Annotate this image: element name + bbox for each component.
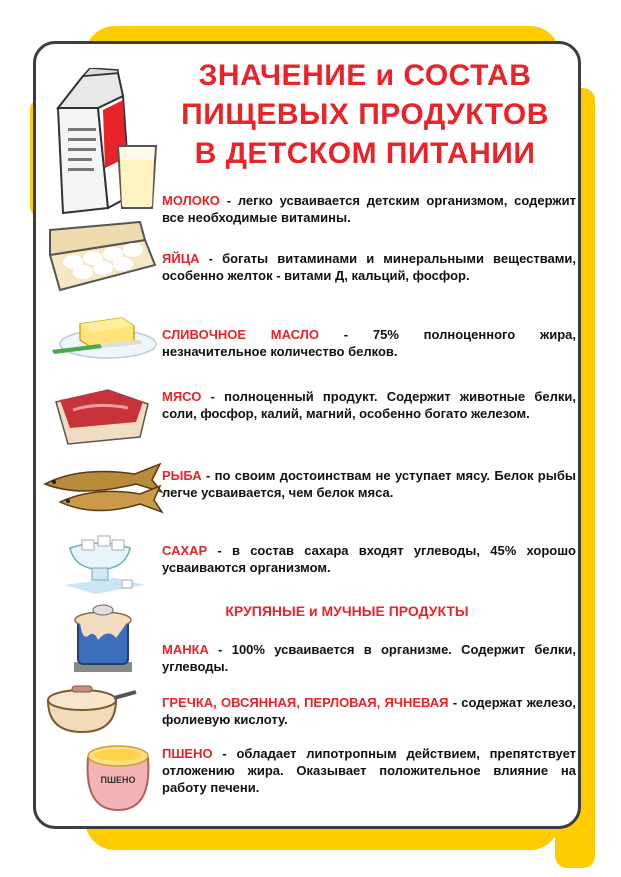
entry-cereals xyxy=(162,694,576,728)
entry-semolina xyxy=(162,641,576,675)
millet-sack-icon xyxy=(82,740,154,812)
entry-meat-text: - полноценный продукт. Содержит животные белки, соли, фосфор, калий, магний, особенно богато железом. xyxy=(162,389,576,421)
entry-cereals-text: - содержат железо, фолиевую кислоту. xyxy=(162,695,576,727)
entry-eggs-text: - богаты витаминами и минеральными веществами, особенно желток - витами Д, кальций, фосфор. xyxy=(162,251,576,283)
entry-sugar xyxy=(162,542,576,576)
entry-semolina-name: МАНКА xyxy=(162,642,209,657)
entry-butter-name: СЛИВОЧНОЕ МАСЛО xyxy=(162,327,319,342)
entry-millet-text: - обладает липотропным действием, препятствует отложению жира. Оказывает положительное влияние на работу печени. xyxy=(162,746,576,795)
entry-eggs-name: ЯЙЦА xyxy=(162,251,200,266)
entry-milk-text: - легко усваивается детским организмом, содержит все необходимые витамины. xyxy=(162,193,576,225)
sack-label: ПШЕНО xyxy=(100,775,136,785)
cooking-pot-icon xyxy=(68,600,138,675)
entry-milk xyxy=(162,192,576,226)
entry-semolina-text: - 100% усваивается в организме. Содержит белки, углеводы. xyxy=(162,642,576,674)
entry-milk-name: МОЛОКО xyxy=(162,193,220,208)
section-heading-grains: КРУПЯНЫЕ и МУЧНЫЕ ПРОДУКТЫ xyxy=(225,603,469,619)
entry-meat-name: МЯСО xyxy=(162,389,202,404)
entry-sugar-text: - в состав сахара входят углеводы, 45% хорошо усваиваются организмом. xyxy=(162,543,576,575)
meat-steak-icon xyxy=(48,382,158,452)
entry-butter xyxy=(162,326,576,360)
butter-icon xyxy=(50,308,160,366)
entry-fish xyxy=(162,467,576,501)
entry-eggs xyxy=(162,250,576,284)
entry-fish-text: - по своим достоинствам не уступает мясу. Белок рыбы легче усваивается, чем белок мяса. xyxy=(162,468,576,500)
entry-millet-name: ПШЕНО xyxy=(162,746,213,761)
casserole-pan-icon xyxy=(40,680,138,740)
milk-carton-icon xyxy=(48,68,163,218)
entry-fish-name: РЫБА xyxy=(162,468,202,483)
title-line-3: В ДЕТСКОМ ПИТАНИИ xyxy=(194,137,536,170)
entry-millet xyxy=(162,745,576,796)
entry-meat xyxy=(162,388,576,422)
poster-title xyxy=(150,56,580,173)
egg-carton-icon xyxy=(45,220,160,298)
fish-icon xyxy=(40,462,165,522)
sugar-bowl-icon xyxy=(60,530,150,598)
title-line-1: ЗНАЧЕНИЕ и СОСТАВ xyxy=(198,59,532,92)
entry-cereals-name: ГРЕЧКА, ОВСЯННАЯ, ПЕРЛОВАЯ, ЯЧНЕВАЯ xyxy=(162,695,449,710)
entry-butter-text: - 75% полноценного жира, незначительное количество белков. xyxy=(162,327,576,359)
title-line-2: ПИЩЕВЫХ ПРОДУКТОВ xyxy=(181,98,549,131)
entry-sugar-name: САХАР xyxy=(162,543,208,558)
